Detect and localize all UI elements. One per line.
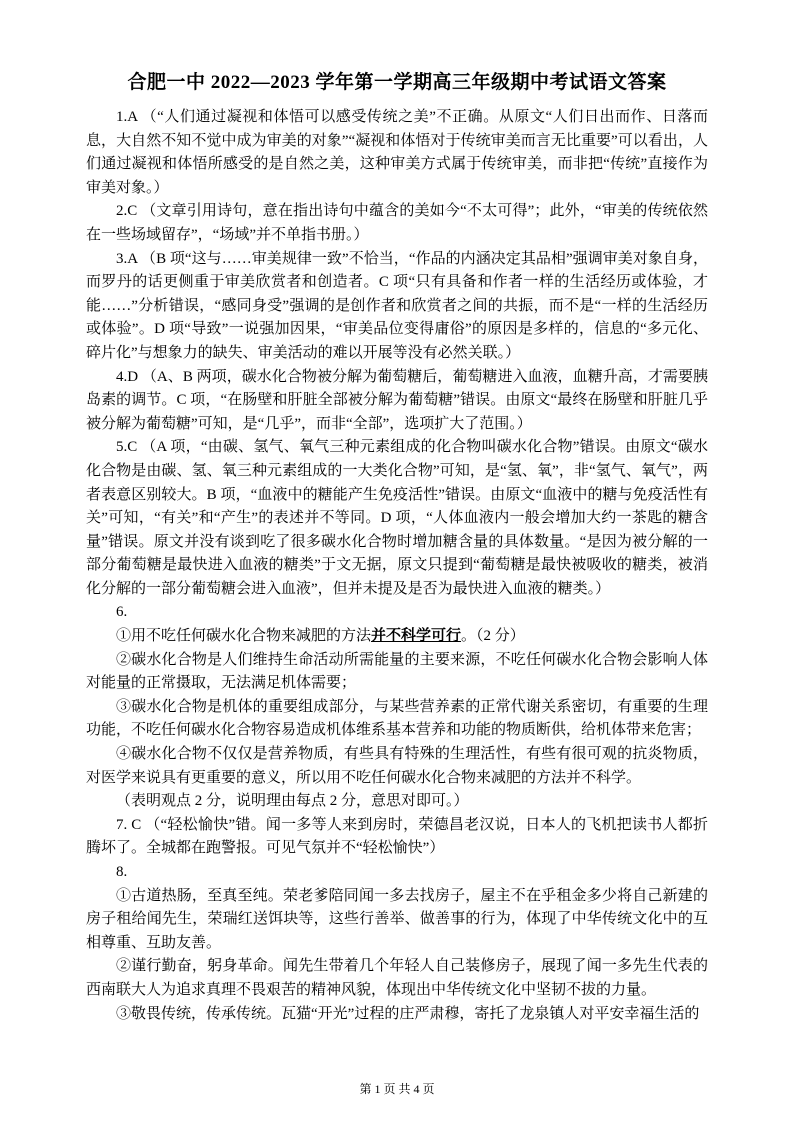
answer-q6-point-4: ④碳水化合物不仅仅是营养物质，有些具有特殊的生理活性，有些有很可观的抗炎物质，对医学来说具有更重要的意义，所以用不吃任何碳水化合物来减肥的方法并不科学。 bbox=[86, 746, 708, 786]
answer-q6-point-1-emphasis: 并不科学可行 bbox=[371, 628, 462, 645]
answer-q4: 4.D （A、B 两项，碳水化合物被分解为葡萄糖后，葡萄糖进入血液，血糖升高，才需要胰岛素的调节。C 项，“在肠壁和肝脏全部被分解为葡萄糖”错误。由原文“最终在肠壁和肝脏几乎被分解为葡萄糖”可知，是“几乎”，而非“全部”，选项扩大了范围。） bbox=[86, 368, 708, 432]
answer-q6-point-2: ②碳水化合物是人们维持生命活动所需能量的主要来源，不吃任何碳水化合物会影响人体对能量的正常摄取，无法满足机体需要； bbox=[86, 651, 708, 692]
answer-q8-point-1: ①古道热肠，至真至纯。荣老爹陪同闻一多去找房子，屋主不在乎租金多少将自己新建的房子租给闻先生，荣瑞红送饵块等，这些行善举、做善事的行为，体现了中华传统文化中的互相尊重、互助友善。 bbox=[86, 887, 708, 951]
answer-q8-point-3: ③敬畏传统，传承传统。瓦猫“开光”过程的庄严肃穆，寄托了龙泉镇人对平安幸福生活的 bbox=[116, 1005, 700, 1022]
answer-q3: 3.A （B 项“这与……审美规律一致”不恰当，“作品的内涵决定其品相”强调审美对象自身，而罗丹的话更侧重于审美欣赏者和创造者。C 项“只有具备和作者一样的生活经历或体验，才能……”分析错误，“感同身受”强调的是创作者和欣赏者之间的共振，而不是“一样的生活经历或体验”。D 项“导致”一说强加因果，“审美品位变得庸俗”的原因是多样的，信息的“多元化、碎片化”与想象力的缺失、审美活动的难以开展等没有必然关联。） bbox=[86, 250, 708, 361]
answer-q6-label: 6. bbox=[116, 604, 128, 621]
answer-q6-point-1-post: 。（2 分） bbox=[461, 628, 525, 645]
answer-q2: 2.C （文章引用诗句，意在指出诗句中蕴含的美如今“不太可得”；此外，“审美的传统依然在一些场域留存”，“场域”并不单指书册。） bbox=[86, 203, 708, 243]
answer-q6-point-1 bbox=[86, 625, 708, 649]
doc-title: 合肥一中 2022—2023 学年第一学期高三年级期中考试语文答案 bbox=[127, 72, 667, 93]
answer-q7: 7. C （“轻松愉快”错。闻一多等人来到房时，荣德昌老汉说，日本人的飞机把读书人都折腾坏了。全城都在跑警报。可见气氛并不“轻松愉快”） bbox=[86, 816, 708, 857]
answer-q5: 5.C （A 项，“由碳、氢气、氧气三种元素组成的化合物叫碳水化合物”错误。由原文“碳水化合物是由碳、氢、氧三种元素组成的一大类化合物”可知，是“氢、氧”，非“氢气、氧气”，两者表意区别较大。B 项，“血液中的糖能产生免疫活性”错误。由原文“血液中的糖与免疫活性有关”可知，“有关”和“产生”的表述并不等同。D 项，“人体血液内一般会增加大约一茶匙的糖含量”错误。原文并没有谈到吃了很多碳水化合物时增加糖含量的具体数量。“是因为被分解的一部分葡萄糖是最快进入血液的糖类”于文无据，原文只提到“葡萄糖是最快被吸收的糖类，被消化分解的一部分葡萄糖会进入血液”，但并未提及是否为最快进入血液的糖类。） bbox=[86, 439, 708, 597]
answer-q1: 1.A （“人们通过凝视和体悟可以感受传统之美”不正确。从原文“人们日出而作、日落而息，大自然不知不觉中成为审美的对象”“凝视和体悟对于传统审美而言无比重要”可以看出，人们通过凝视和体悟所感受的是自然之美，这种审美方式属于传统审美，而非把“传统”直接作为审美对象。） bbox=[86, 109, 708, 196]
answer-q6-point-3: ③碳水化合物是机体的重要组成部分，与某些营养素的正常代谢关系密切，有重要的生理功能，不吃任何碳水化合物容易造成机体维系基本营养和功能的物质断供，给机体带来危害； bbox=[86, 698, 708, 739]
answer-q8-label: 8. bbox=[116, 864, 128, 880]
answer-q8-point-2: ②谨行勤奋，躬身革命。闻先生带着几个年轻人自己装修房子，展现了闻一多先生代表的西南联大人为追求真理不畏艰苦的精神风貌，体现出中华传统文化中坚韧不拔的力量。 bbox=[86, 958, 708, 998]
page-footer: 第 1 页 共 4 页 bbox=[359, 1082, 435, 1096]
answer-q6-point-1-pre: ①用不吃任何碳水化合物来减肥的方法 bbox=[116, 628, 372, 645]
answer-q6-scoring-note: （表明观点 2 分，说明理由每点 2 分，意思对即可。） bbox=[116, 793, 469, 810]
